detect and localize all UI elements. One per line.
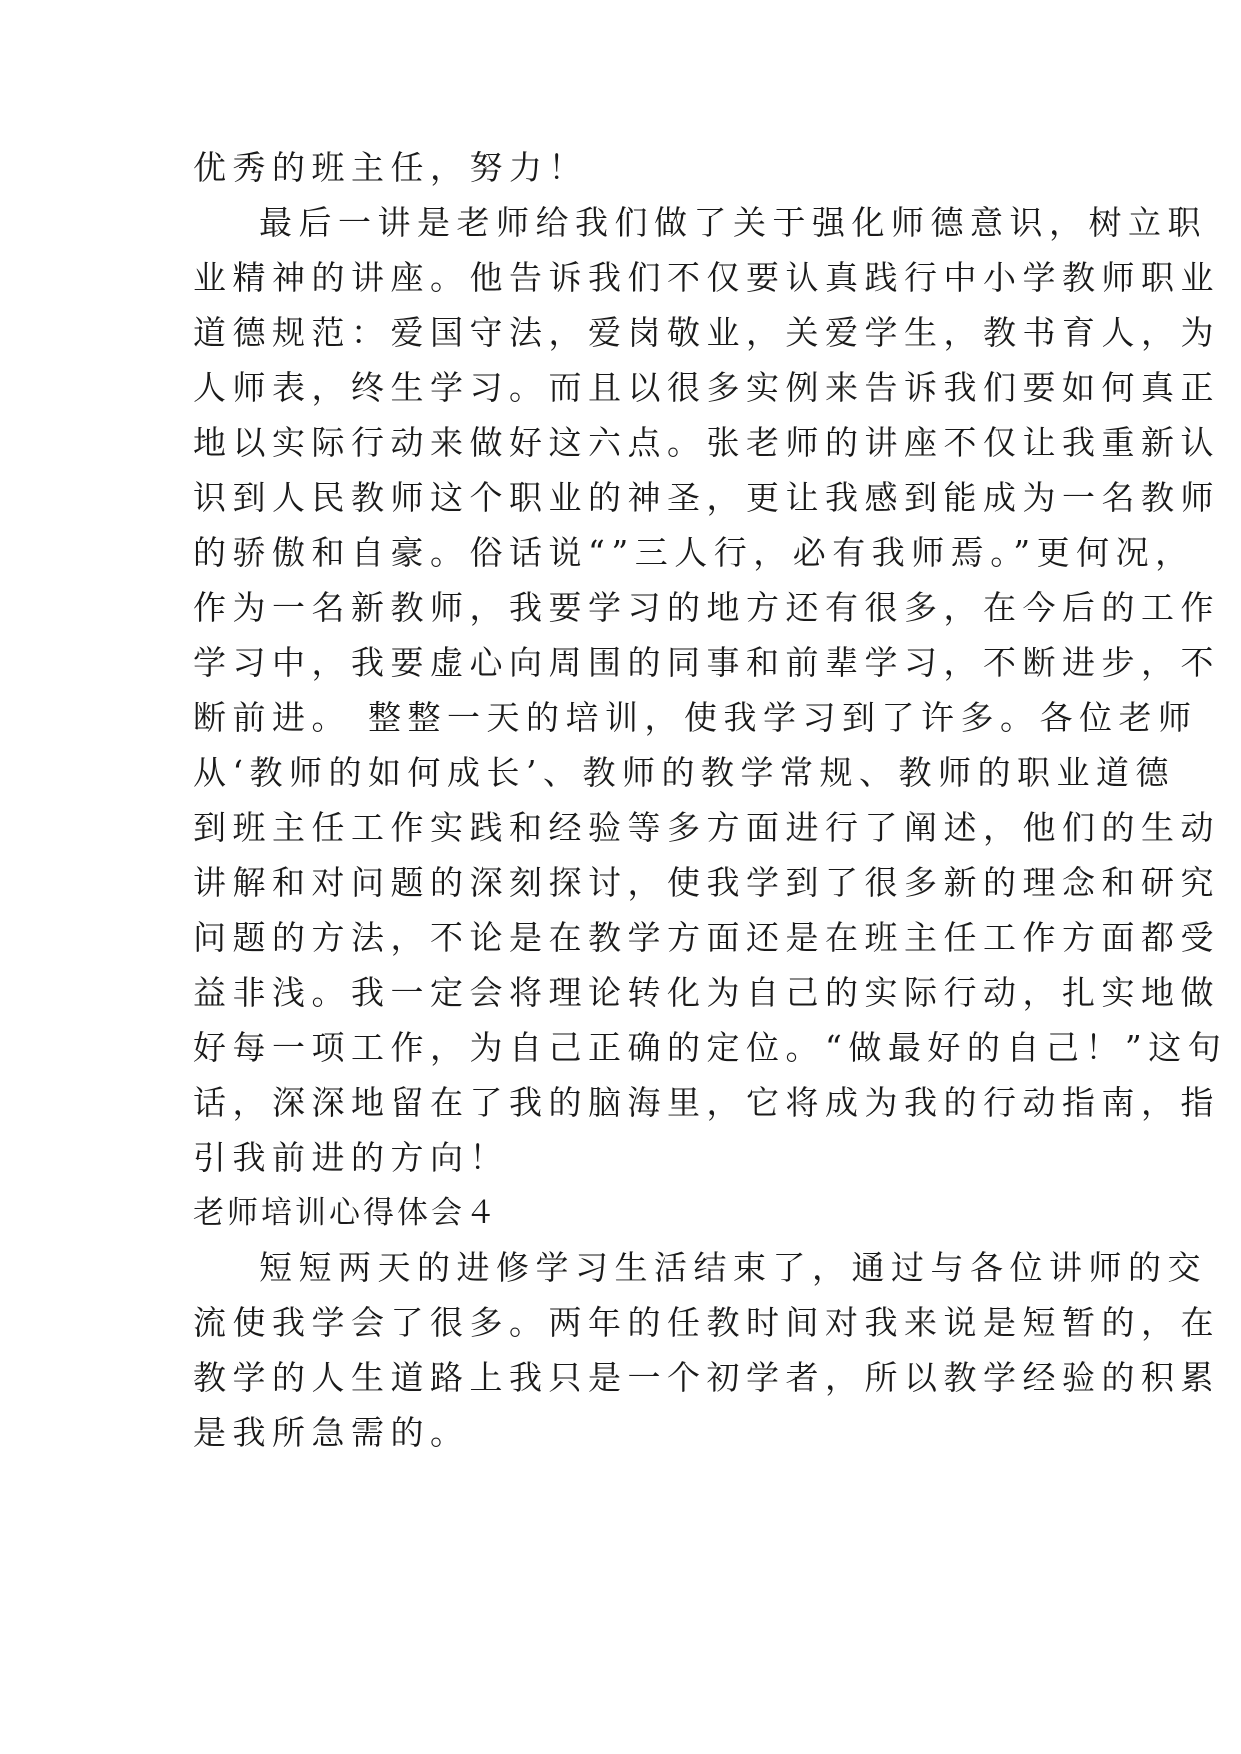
paragraph-line: 流使我学会了很多。两年的任教时间对我来说是短暂的，在 — [193, 1303, 1220, 1342]
paragraph-line: 业精神的讲座。他告诉我们不仅要认真践行中小学教师职业 — [193, 258, 1220, 297]
paragraph-line: 优秀的班主任，努力！ — [193, 148, 588, 187]
paragraph-line: 好每一项工作，为自己正确的定位。“做最好的自己！”这句 — [193, 1028, 1228, 1067]
paragraph-line: 益非浅。我一定会将理论转化为自己的实际行动，扎实地做 — [193, 973, 1220, 1012]
paragraph-line: 从‘教师的如何成长’、教师的教学常规、教师的职业道德 — [193, 753, 1175, 792]
paragraph-line: 讲解和对问题的深刻探讨，使我学到了很多新的理念和研究 — [193, 863, 1220, 902]
paragraph-line: 话，深深地留在了我的脑海里，它将成为我的行动指南，指 — [193, 1083, 1220, 1122]
paragraph-line: 地以实际行动来做好这六点。张老师的讲座不仅让我重新认 — [193, 423, 1220, 462]
paragraph-line: 是我所急需的。 — [193, 1413, 470, 1452]
paragraph-line: 人师表，终生学习。而且以很多实例来告诉我们要如何真正 — [193, 368, 1220, 407]
paragraph-line: 断前进。 整整一天的培训，使我学习到了许多。各位老师 — [193, 698, 1198, 737]
paragraph-line: 道德规范：爱国守法，爱岗敬业，关爱学生，教书育人，为 — [193, 313, 1220, 352]
paragraph-line: 最后一讲是老师给我们做了关于强化师德意识，树立职 — [259, 203, 1207, 242]
paragraph-line: 引我前进的方向！ — [193, 1138, 509, 1177]
section-title: 老师培训心得体会４ — [193, 1195, 499, 1231]
paragraph-line: 作为一名新教师，我要学习的地方还有很多，在今后的工作 — [193, 588, 1220, 627]
paragraph-line: 到班主任工作实践和经验等多方面进行了阐述，他们的生动 — [193, 808, 1220, 847]
paragraph-line: 问题的方法，不论是在教学方面还是在班主任工作方面都受 — [193, 918, 1220, 957]
paragraph-line: 教学的人生道路上我只是一个初学者，所以教学经验的积累 — [193, 1358, 1220, 1397]
paragraph-line: 识到人民教师这个职业的神圣，更让我感到能成为一名教师 — [193, 478, 1220, 517]
paragraph-line: 学习中，我要虚心向周围的同事和前辈学习，不断进步，不 — [193, 643, 1220, 682]
paragraph-line: 的骄傲和自豪。俗话说“”三人行，必有我师焉。”更何况， — [193, 533, 1195, 572]
paragraph-line: 短短两天的进修学习生活结束了，通过与各位讲师的交 — [259, 1248, 1207, 1287]
